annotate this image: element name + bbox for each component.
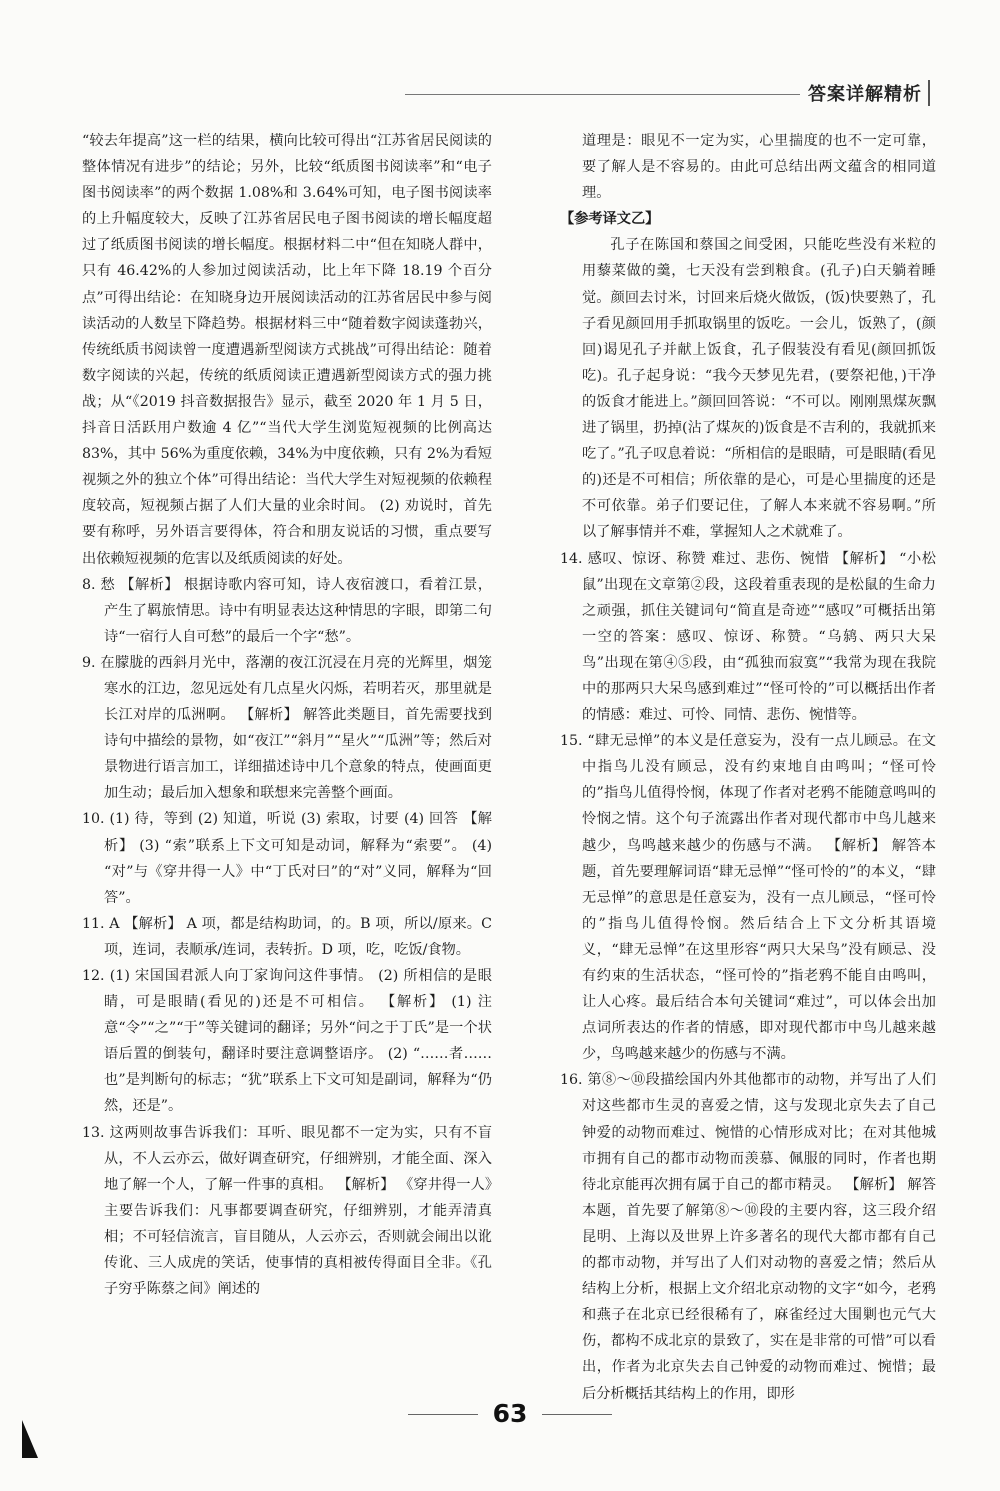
answer-10: 10. (1) 待，等到 (2) 知道，听说 (3) 索取，讨要 (4) 回答 【解析】 (3) “索”联系上下文可知是动词，解释为“索要”。 (4) “对”与《穿井得一人》中“丁氏对曰”的“对”义同，解释为“回答”。 [82, 811, 492, 906]
header-rule [405, 94, 800, 95]
page-number-rule-right [542, 1414, 612, 1415]
header-title: 答案详解精析 [808, 84, 922, 105]
translation-text: 孔子在陈国和蔡国之间受困，只能吃些没有米粒的用藜菜做的羹，七天没有尝到粮食。(孔子)白天躺着睡觉。颜回去讨米，讨回来后烧火做饭，(饭)快要熟了，孔子看见颜回用手抓取锅里的饭吃。一会儿，饭熟了，(颜回)谒见孔子并献上饭食，孔子假装没有看见(颜回抓饭吃)。孔子起身说：“我今天梦见先君，(要祭祀他，)干净的饭食才能进上。”颜回回答说：“不可以。刚刚黑煤灰飘进了锅里，扔掉(沾了煤灰的)饭食是不吉利的，我就抓来吃了。”孔子叹息着说：“所相信的是眼睛，可是眼睛(看见的)还是不可相信；所依靠的是心，可是心里揣度的还是不可依靠。弟子们要记住，了解人本来就不容易啊。”所以了解事情并不难，掌握知人之术就难了。 [582, 237, 936, 541]
answer-12: 12. (1) 宋国国君派人向丁家询问这件事情。 (2) 所相信的是眼睛，可是眼睛(看见的)还是不可相信。 【解析】 (1) 注意“令”“之”“于”等关键词的翻译；另外“问之于丁氏”是一个状语后置的倒装句，翻译时要注意调整语序。 (2) “……者……也”是判断句的标志；“犹”联系上下文可知是副词，解释为“仍然，还是”。 [82, 968, 492, 1115]
answer-16: 16. 第⑧～⑩段描绘国内外其他都市的动物，并写出了人们对这些都市生灵的喜爱之情，这与发现北京失去了自己钟爱的动物而难过、惋惜的心情形成对比；在对其他城市拥有自己的都市动物而羡慕、佩服的同时，作者也期待北京能再次拥有属于自己的都市精灵。 【解析】 解答本题，首先要了解第⑧～⑩段的主要内容，这三段介绍昆明、上海以及世界上许多著名的现代大都市都有自己的都市动物，并写出了人们对动物的喜爱之情；然后从结构上分析，根据上文介绍北京动物的文字“如今，老鸦和燕子在北京已经很稀有了，麻雀经过大围剿也元气大伤，都构不成北京的景致了，实在是非常的可惜”可以看出，作者为北京失去自己钟爱的动物而难过、惋惜；最后分析概括其结构上的作用，即形 [560, 1072, 936, 1402]
section-heading-translation: 【参考译文乙】 [560, 211, 660, 228]
page-header [405, 80, 930, 108]
answer-9: 9. 在朦胧的西斜月光中，落潮的夜江沉浸在月亮的光辉里，烟笼寒水的江边，忽见远处有几点星火闪烁，若明若灭，那里就是长江对岸的瓜洲啊。 【解析】 解答此类题目，首先需要找到诗句中描绘的景物，如“夜江”“斜月”“星火”“瓜洲”等；然后对景物进行语言加工，详细描述诗中几个意象的特点，使画面更加生动；最后加入想象和联想来完善整个画面。 [82, 654, 492, 802]
header-bracket [924, 80, 930, 106]
answer-7-continued: “较去年提高”这一栏的结果，横向比较可得出“江苏省居民阅读的整体情况有进步”的结论；另外，比较“纸质图书阅读率”和“电子图书阅读率”的两个数据 1.08%和 3.64%可知，电子图书阅读率的上升幅度较大，反映了江苏省居民电子图书阅读的增长幅度超过了纸质图书阅读的增长幅度。根据材料二中“但在知晓人群中，只有 46.42%的人参加过阅读活动，比上年下降 18.19 个百分点”可得出结论：在知晓身边开展阅读活动的江苏省居民中参与阅读活动的人数呈下降趋势。根据材料三中“随着数字阅读蓬勃兴，传统纸质书阅读曾一度遭遇新型阅读方式挑战”可得出结论：随着数字阅读的兴起，传统的纸质阅读正遭遇新型阅读方式的强力挑战；从“《2019 抖音数据报告》显示，截至 2020 年 1 月 5 日，抖音日活跃用户数逾 4 亿”“当代大学生浏览短视频的比例高达 83%，其中 56%为重度依赖，34%为中度依赖，只有 2%为看短视频之外的独立个体”可得出结论：当代大学生对短视频的依赖程度较高，短视频占据了人们大量的业余时间。 (2) 劝说时，首先要有称呼，另外语言要得体，符合和朋友说话的习惯，重点要写出依赖短视频的危害以及纸质阅读的好处。 [82, 133, 492, 567]
answer-11: 11. A 【解析】 A 项，都是结构助词，的。B 项，所以/原来。C 项，连词，表顺承/连词，表转折。D 项，吃，吃饭/食物。 [82, 915, 492, 958]
right-column [560, 128, 936, 1407]
corner-triangle-mark [22, 1420, 38, 1458]
answer-15: 15. “肆无忌惮”的本义是任意妄为，没有一点儿顾忌。在文中指鸟儿没有顾忌，没有约束地自由鸣叫；“怪可怜的”指鸟儿值得怜悯，体现了作者对老鸦不能随意鸣叫的怜悯之情。这个句子流露出作者对现代都市中鸟儿越来越少，鸟鸣越来越少的伤感与不满。 【解析】 解答本题，首先要理解词语“肆无忌惮”“怪可怜的”的本义，“肆无忌惮”的意思是任意妄为，没有一点儿顾忌，“怪可怜的”指鸟儿值得怜悯。然后结合上下文分析其语境义，“肆无忌惮”在这里形容“两只大呆鸟”没有顾忌、没有约束的生活状态，“怪可怜的”指老鸦不能自由鸣叫，让人心疼。最后结合本句关键词“难过”，可以体会出加点词所表达的作者的情感，即对现代都市中鸟儿越来越少，鸟鸣越来越少的伤感与不满。 [560, 733, 936, 1063]
answer-13: 13. 这两则故事告诉我们：耳听、眼见都不一定为实，只有不盲从，不人云亦云，做好调查研究，仔细辨别，才能全面、深入地了解一个人，了解一件事的真相。 【解析】 《穿井得一人》主要告诉我们：凡事都要调查研究，仔细辨别，才能弄清真相；不可轻信流言，盲目随从，人云亦云，否则就会闹出以讹传讹、三人成虎的笑话，使事情的真相被传得面目全非。《孔子穷乎陈蔡之间》阐述的 [82, 1124, 492, 1298]
answer-14: 14. 感叹、惊讶、称赞 难过、悲伤、惋惜 【解析】 “小松鼠”出现在文章第②段，这段着重表现的是松鼠的生命力之顽强，抓住关键词句“简直是奇迹”“感叹”可概括出第一空的答案：感叹、惊讶、称赞。“乌鸫、两只大呆鸟”出现在第④⑤段，由“孤独而寂寞”“我常为现在我院中的那两只大呆鸟感到难过”“怪可怜的”可以概括出作者的情感：难过、可怜、同情、悲伤、惋惜等。 [560, 550, 936, 724]
answer-8: 8. 愁 【解析】 根据诗歌内容可知，诗人夜宿渡口，看着江景，产生了羁旅情思。诗中有明显表达这种情思的字眼，即第二句诗“一宿行人自可愁”的最后一个字“愁”。 [82, 576, 492, 645]
answer-13-continued: 道理是：眼见不一定为实，心里揣度的也不一定可靠，要了解人是不容易的。由此可总结出两文蕴含的相同道理。 [582, 133, 936, 202]
page-number: 63 [492, 1399, 528, 1428]
page-number-rule-left [408, 1414, 478, 1415]
left-column [82, 128, 492, 1302]
